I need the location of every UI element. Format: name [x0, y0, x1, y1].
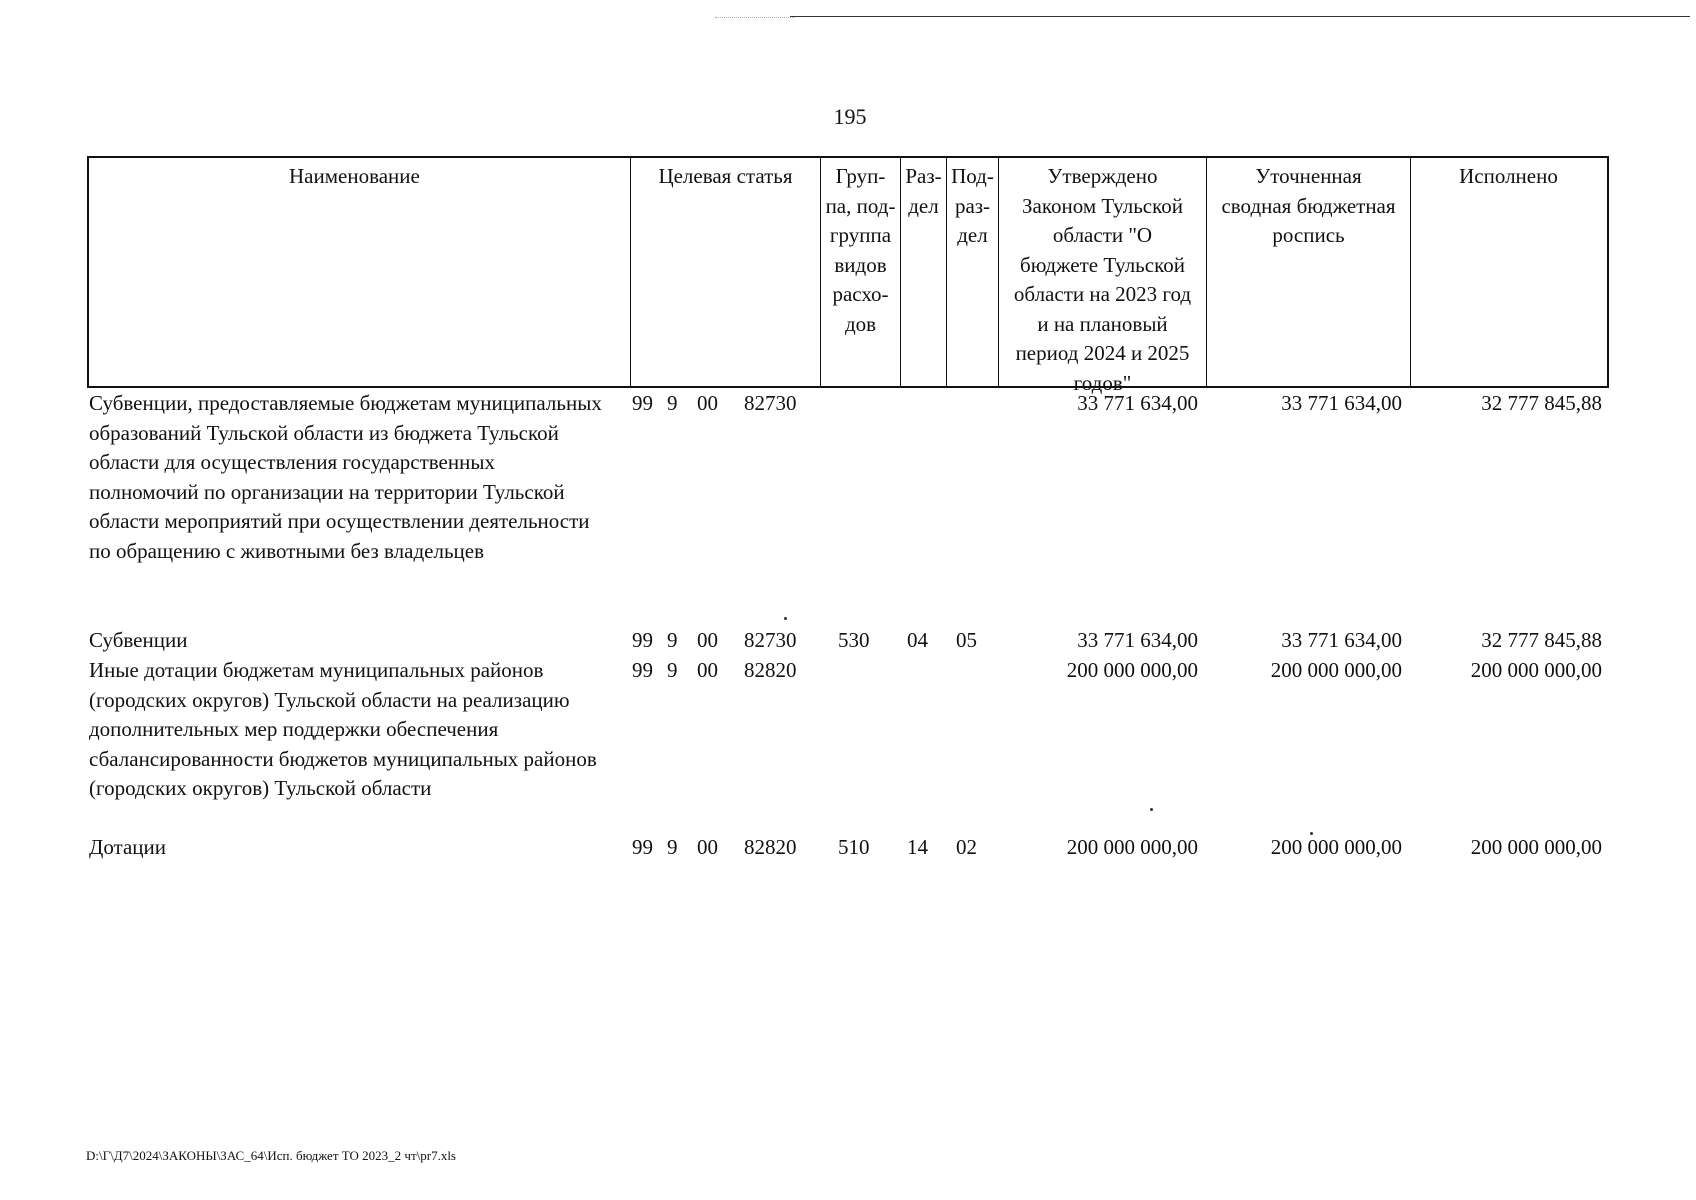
top-rule [790, 16, 1690, 17]
header-executed: Исполнено [1410, 158, 1606, 386]
header-section: Раз- дел [900, 158, 946, 386]
header-expense-group: Груп- па, под- группа видов расхо- дов [820, 158, 900, 386]
row-name: Субвенции, предоставляемые бюджетам муниципальных образований Тульской области из бюджета Тульской области для осуществления государственных полномочий по организации на территории Тульской области мероприятий при осуществлении деятельности по обращению с животными без владельцев [89, 391, 602, 563]
row-ts1: 99 [632, 391, 653, 415]
row-name: Иные дотации бюджетам муниципальных районов (городских округов) Тульской области на реализацию дополнительных мер поддержки обеспечения сбалансированности бюджетов муниципальных районов (городских округов) Тульской области [89, 658, 597, 800]
row-ts4: 82820 [744, 835, 797, 859]
row-ts2: 9 [667, 628, 678, 652]
row-refined: 33 771 634,00 [1281, 628, 1402, 652]
row-refined: 200 000 000,00 [1270, 658, 1402, 682]
row-ts1: 99 [632, 658, 653, 682]
row-ts4: 82730 [744, 628, 797, 652]
row-podrazdel: 02 [956, 835, 977, 859]
row-approved: 33 771 634,00 [1077, 391, 1198, 415]
header-name [89, 158, 630, 386]
row-approved: 200 000 000,00 [1066, 835, 1198, 859]
row-ts4: 82730 [744, 391, 797, 415]
row-ts1: 99 [632, 835, 653, 859]
scan-artifact-line [715, 17, 795, 18]
row-name: Субвенции [89, 628, 188, 652]
row-ts3: 00 [697, 628, 718, 652]
row-executed: 200 000 000,00 [1470, 658, 1602, 682]
row-ts3: 00 [697, 391, 718, 415]
row-executed: 200 000 000,00 [1470, 835, 1602, 859]
row-executed: 32 777 845,88 [1481, 628, 1602, 652]
row-group: 510 [838, 835, 870, 859]
row-approved: 33 771 634,00 [1077, 628, 1198, 652]
row-ts2: 9 [667, 835, 678, 859]
row-name: Дотации [89, 835, 167, 859]
budget-table [87, 156, 1609, 859]
file-path-footer: D:\Г\Д7\2024\ЗАКОНЫ\ЗАС_64\Исп. бюджет ТО 2023_2 чт\pr7.xls [86, 1148, 456, 1163]
header-approved: Утверждено Законом Тульской области "О бюджете Тульской области на 2023 год и на плановый период 2024 и 2025 годов" [998, 158, 1206, 386]
scan-speck [1150, 808, 1153, 811]
row-refined: 33 771 634,00 [1281, 391, 1402, 415]
scan-speck [784, 617, 787, 620]
row-executed: 32 777 845,88 [1481, 391, 1602, 415]
scan-speck [1310, 832, 1313, 835]
row-podrazdel: 05 [956, 628, 977, 652]
header-target-article: Целевая статья [630, 158, 820, 386]
page-number: 195 [833, 104, 867, 129]
header-subsection: Под- раз- дел [946, 158, 998, 386]
header-refined: Уточненная сводная бюджетная роспись [1206, 158, 1410, 386]
row-ts3: 00 [697, 835, 718, 859]
row-ts2: 9 [667, 658, 678, 682]
row-ts3: 00 [697, 658, 718, 682]
row-ts4: 82820 [744, 658, 797, 682]
row-razdel: 14 [907, 835, 928, 859]
row-refined: 200 000 000,00 [1270, 835, 1402, 859]
row-razdel: 04 [907, 628, 928, 652]
row-group: 530 [838, 628, 870, 652]
row-approved: 200 000 000,00 [1066, 658, 1198, 682]
header-name-text: Наименование [289, 164, 420, 188]
row-ts2: 9 [667, 391, 678, 415]
row-ts1: 99 [632, 628, 653, 652]
table-header [87, 156, 1609, 395]
